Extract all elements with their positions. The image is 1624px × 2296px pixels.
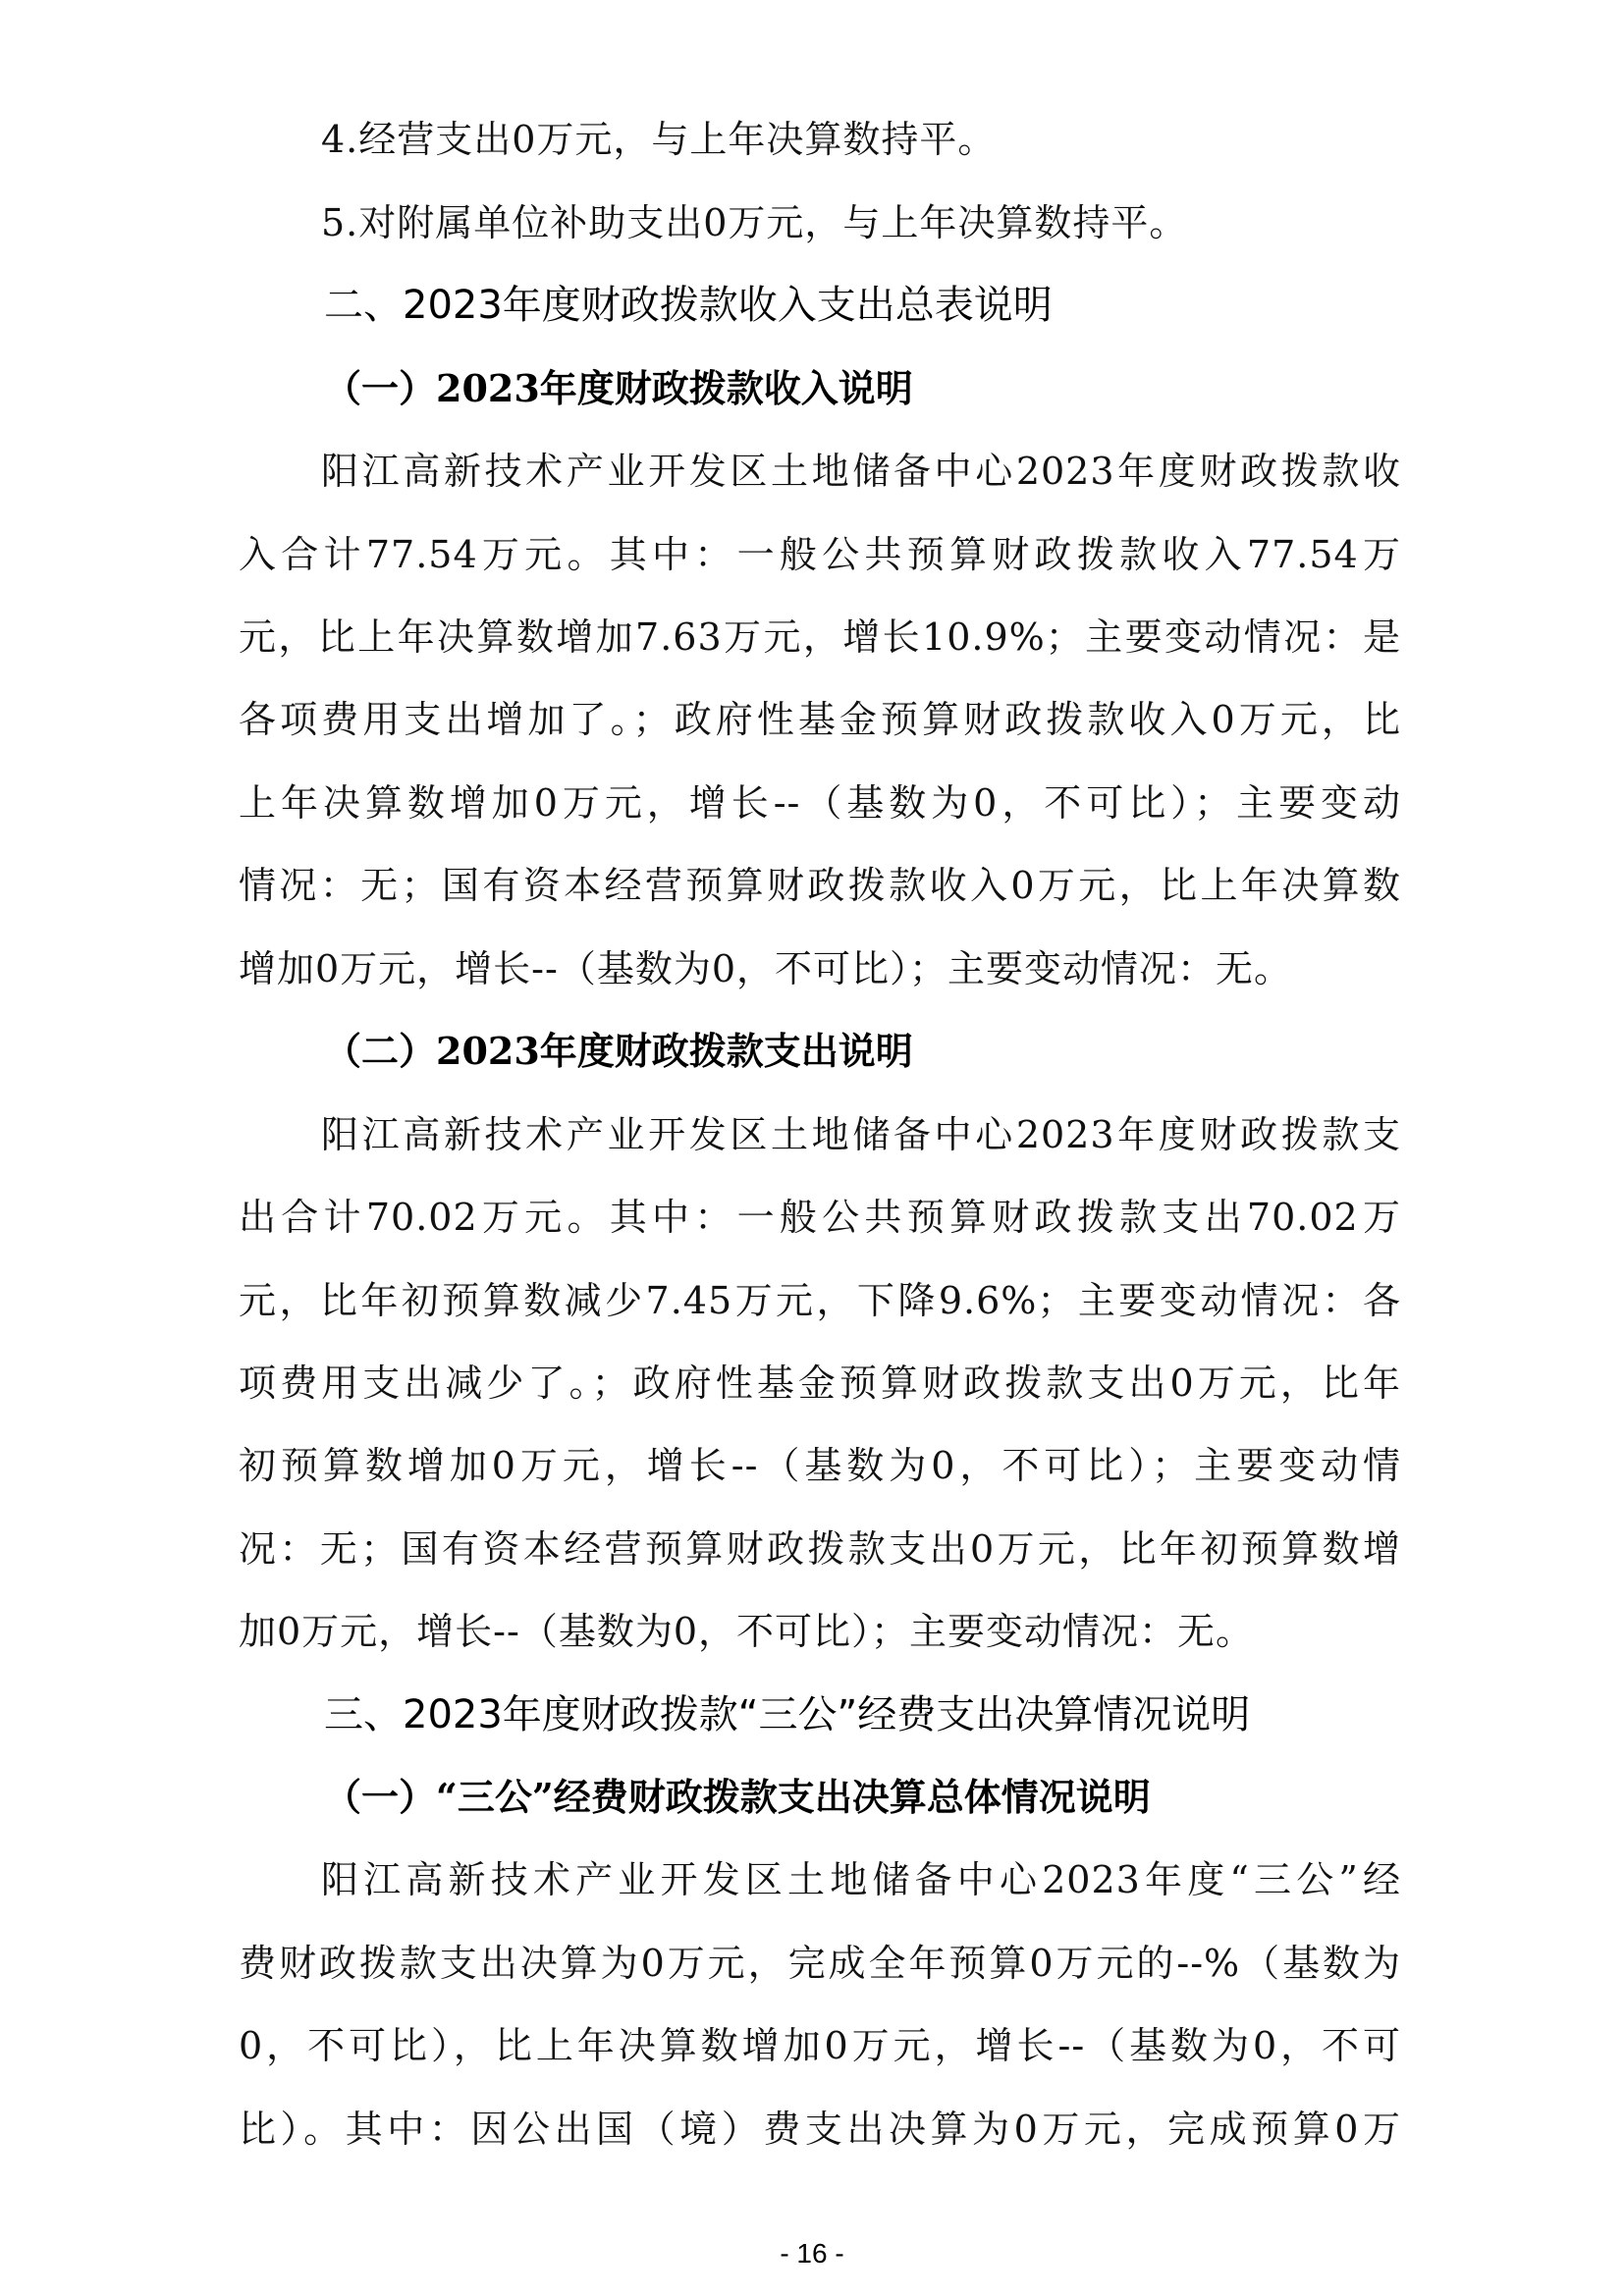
paragraph-line: 初预算数增加0万元，增长--（基数为0，不可比）；主要变动情 [239, 1444, 1401, 1487]
section-heading-2: 二、2023年度财政拨款收入支出总表说明 [324, 283, 1053, 328]
paragraph-line: 上年决算数增加0万元，增长--（基数为0，不可比）；主要变动 [239, 781, 1401, 825]
paragraph-line: 比）。其中：因公出国（境）费支出决算为0万元，完成预算0万 [239, 2108, 1401, 2151]
paragraph-line: 况：无；国有资本经营预算财政拨款支出0万元，比年初预算数增 [239, 1527, 1401, 1571]
paragraph-line: 0，不可比），比上年决算数增加0万元，增长--（基数为0，不可 [239, 2024, 1401, 2067]
page-number: - 16 - [780, 2238, 844, 2269]
paragraph-line: 阳江高新技术产业开发区土地储备中心2023年度“三公”经 [321, 1858, 1401, 1901]
paragraph-line: 元，比年初预算数减少7.45万元，下降9.6%；主要变动情况：各 [239, 1279, 1401, 1322]
paragraph-line: 费财政拨款支出决算为0万元，完成全年预算0万元的--%（基数为 [239, 1942, 1401, 1985]
section-heading-3: 三、2023年度财政拨款“三公”经费支出决算情况说明 [324, 1692, 1251, 1737]
subsection-heading-expenditure: （二）2023年度财政拨款支出说明 [324, 1029, 913, 1073]
paragraph-line: 出合计70.02万元。其中：一般公共预算财政拨款支出70.02万 [239, 1196, 1401, 1239]
list-item-operating-expenses: 4.经营支出0万元，与上年决算数持平。 [321, 118, 997, 161]
subsection-heading-income: （一）2023年度财政拨款收入说明 [324, 366, 913, 410]
paragraph-line: 入合计77.54万元。其中：一般公共预算财政拨款收入77.54万 [239, 533, 1401, 576]
list-item-subsidiary-subsidy: 5.对附属单位补助支出0万元，与上年决算数持平。 [321, 201, 1188, 244]
paragraph-line: 增加0万元，增长--（基数为0，不可比）；主要变动情况：无。 [239, 947, 1293, 990]
subsection-heading-three-public: （一）“三公”经费财政拨款支出决算总体情况说明 [324, 1775, 1151, 1819]
paragraph-line: 加0万元，增长--（基数为0，不可比）；主要变动情况：无。 [239, 1610, 1255, 1653]
paragraph-line: 情况：无；国有资本经营预算财政拨款收入0万元，比上年决算数 [239, 864, 1401, 907]
paragraph-line: 各项费用支出增加了。；政府性基金预算财政拨款收入0万元，比 [239, 698, 1401, 741]
paragraph-line: 阳江高新技术产业开发区土地储备中心2023年度财政拨款收 [321, 450, 1401, 493]
paragraph-line: 项费用支出减少了。；政府性基金预算财政拨款支出0万元，比年 [239, 1362, 1401, 1405]
paragraph-line: 阳江高新技术产业开发区土地储备中心2023年度财政拨款支 [321, 1113, 1401, 1156]
paragraph-line: 元，比上年决算数增加7.63万元，增长10.9%；主要变动情况：是 [239, 615, 1401, 659]
